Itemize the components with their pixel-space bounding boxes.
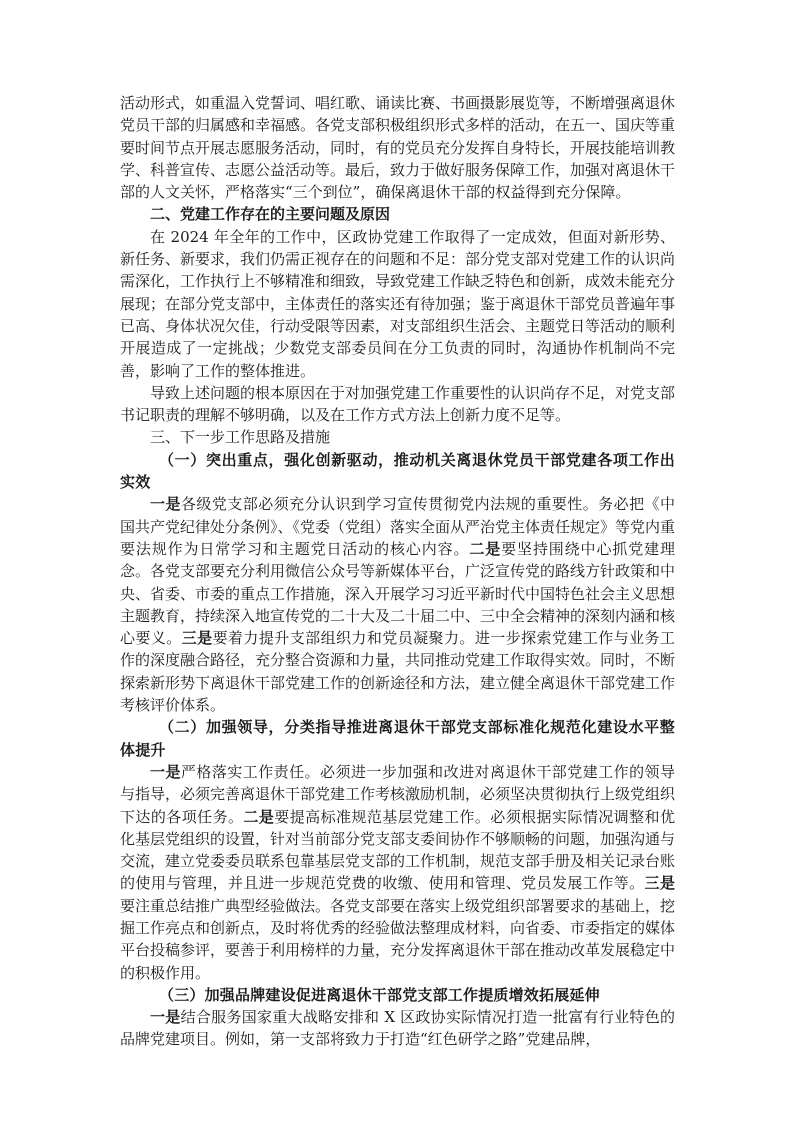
point-label: 一是 xyxy=(150,1008,181,1027)
point-text: 要注重总结推广典型经验做法。各党支部要在落实上级党组织部署要求的基础上，挖掘工作亮点和创新点，及时将优秀的经验做法整理成材料，向省委、市委指定的媒体平台投稿参评，要善于利用榜样的力量，充分发挥离退休干部在推动改革发展稳定中的积极作用。 xyxy=(120,896,676,982)
paragraph-problems: 在 2024 年全年的工作中，区政协党建工作取得了一定成效，但面对新形势、新任务、新要求，我们仍需正视存在的问题和不足：部分党支部对党建工作的认识尚需深化，工作执行上不够精准和细致，导致党建工作缺乏特色和创新，成效未能充分展现；在部分党支部中，主体责任的落实还有待加强；鉴于离退休干部党员普遍年事已高、身体状况欠佳，行动受限等因素，对支部组织生活会、主题党日等活动的顺利开展造成了一定挑战；少数党支部委员间在分工负责的同时，沟通协作机制尚不完善，影响了工作的整体推进。 xyxy=(120,227,676,380)
point-text: 要着力提升支部组织力和党员凝聚力。进一步探索党建工作与业务工作的深度融合路径，充分整合资源和力量，共同推动党建工作取得实效。同时，不断探索新形势下离退休干部党建工作的创新途径和方法，建立健全离退休干部党建工作考核评价体系。 xyxy=(120,629,676,715)
point-label: 三是 xyxy=(644,874,675,893)
paragraph-measures-1 xyxy=(120,493,675,716)
paragraph-continued: 活动形式，如重温入党誓词、唱红歌、诵读比赛、书画摄影展览等，不断增强离退休党员干部的归属感和幸福感。各党支部积极组织形式多样的活动，在五一、国庆等重要时间节点开展志愿服务活动，同时，有的党员充分发挥自身特长，开展技能培训教学、科普宣传、志愿公益活动等。最后，致力于做好服务保障工作，加强对离退休干部的人文关怀，严格落实“三个到位”，确保离退休干部的权益得到充分保障。 xyxy=(120,94,676,202)
section-heading-2: 二、党建工作存在的主要问题及原因 xyxy=(150,205,391,224)
paragraph-causes: 导致上述问题的根本原因在于对加强党建工作重要性的认识尚存不足，对党支部书记职责的理解不够明确，以及在工作方式方法上创新力度不足等。 xyxy=(120,383,676,425)
point-text: 结合服务国家重大战略安排和 X 区政协实际情况打造一批富有行业特色的品牌党建项目。例如，第一支部将致力于打造“红色研学之路”党建品牌， xyxy=(120,1008,675,1049)
point-label: 二是 xyxy=(243,807,275,826)
subheading-2: （二）加强领导，分类指导推进离退休干部党支部标准化规范化建设水平整体提升 xyxy=(120,718,675,759)
point-label: 二是 xyxy=(469,539,502,558)
point-text: 严格落实工作责任。必须进一步加强和改进对离退休干部党建工作的领导与指导，必须完善离退休干部党建工作考核激励机制，必须坚决贯彻执行上级党组织下达的各项任务。 xyxy=(120,762,676,826)
document-body xyxy=(120,92,675,1051)
section-heading-3: 三、下一步工作思路及措施 xyxy=(150,428,331,447)
point-text: 要坚持围绕中心抓党建理念。各党支部要充分利用微信公众号等新媒体平台，广泛宣传党的路线方针政策和中央、省委、市委的重点工作措施，深入开展学习习近平新时代中国特色社会主义思想主题教育，持续深入地宣传党的二十大及二十届二中、三中全会精神的深刻内涵和核心要义。 xyxy=(120,539,676,648)
paragraph-measures-3 xyxy=(120,1006,675,1051)
subheading-1: （一）突出重点，强化创新驱动，推动机关离退休党员干部党建各项工作出实效 xyxy=(120,450,675,492)
point-label: 三是 xyxy=(181,629,213,648)
point-text: 要提高标准规范基层党建工作。必须根据实际情况调整和优化基层党组织的设置，针对当前部分党支部支委间协作不够顺畅的问题，加强沟通与交流，建立党委委员联系包靠基层党支部的工作机制，规范支部手册及相关记录台账的使用与管理，并且进一步规范党费的收缴、使用和管理、党员发展工作等。 xyxy=(120,807,676,893)
subheading-3: （三）加强品牌建设促进离退休干部党支部工作提质增效拓展延伸 xyxy=(159,985,600,1004)
paragraph-measures-2 xyxy=(120,761,675,984)
point-label: 一是 xyxy=(150,495,181,514)
point-text: 各级党支部必须充分认识到学习宣传贯彻党内法规的重要性。务必把《中国共产党纪律处分条例》、《党委（党组）落实全面从严治党主体责任规定》等党内重要法规作为日常学习和主题党日活动的核心内容。 xyxy=(120,495,676,558)
point-label: 一是 xyxy=(150,762,181,781)
